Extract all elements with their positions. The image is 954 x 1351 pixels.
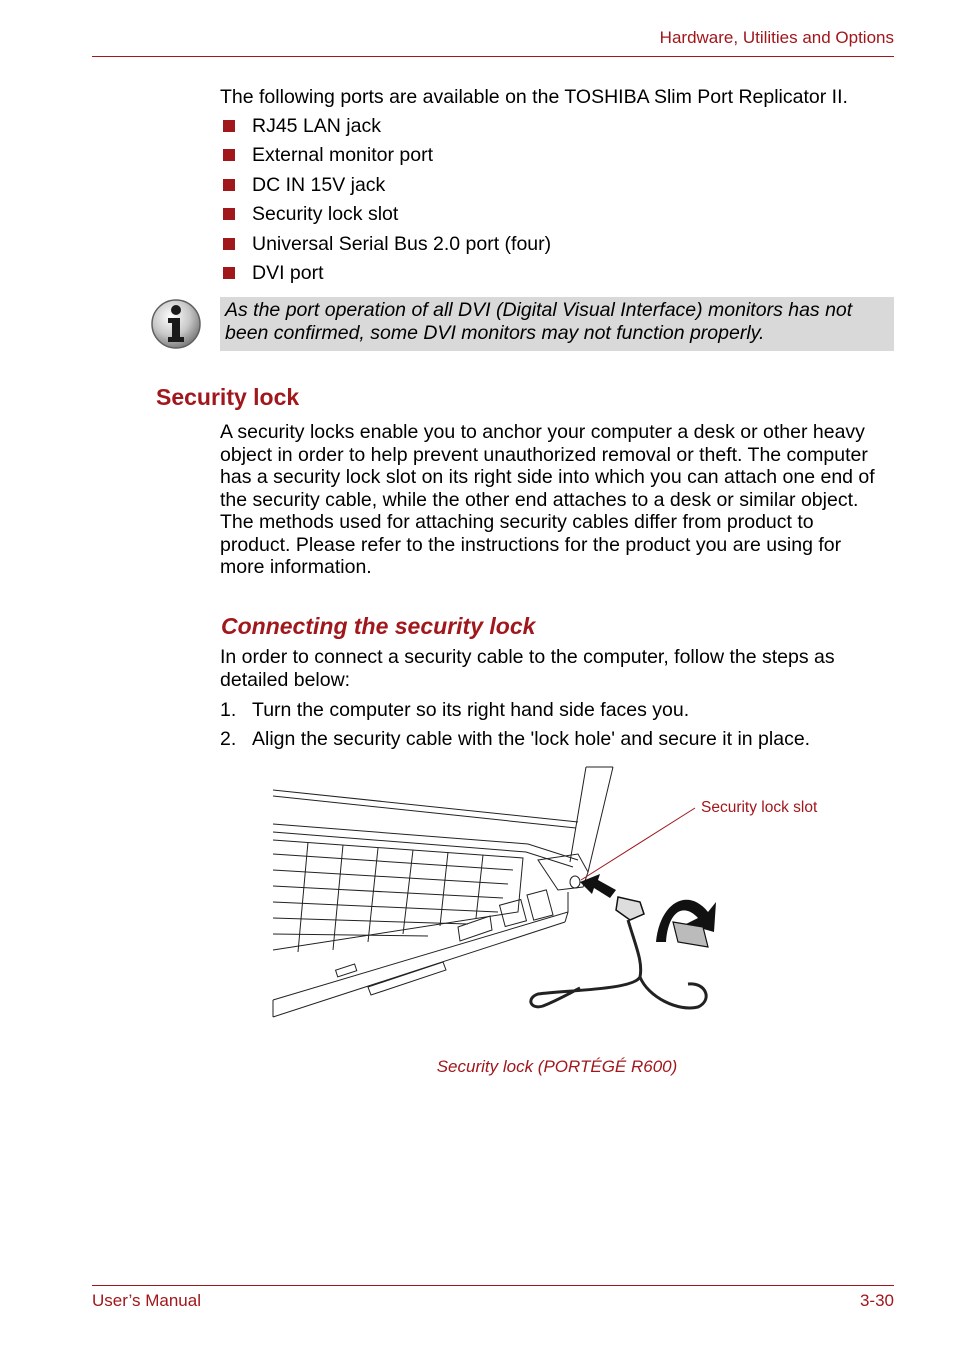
port-list bbox=[220, 115, 551, 291]
bullet-square-icon bbox=[223, 267, 235, 279]
bullet-square-icon bbox=[223, 179, 235, 191]
list-item: External monitor port bbox=[220, 144, 551, 173]
bullet-square-icon bbox=[223, 238, 235, 250]
figure-caption: Security lock (PORTÉGÉ R600) bbox=[436, 1057, 678, 1076]
footer-rule bbox=[92, 1285, 894, 1286]
list-item: Security lock slot bbox=[220, 203, 551, 232]
list-item: DVI port bbox=[220, 262, 551, 291]
steps-list bbox=[220, 699, 810, 758]
section-heading: Security lock bbox=[156, 384, 300, 410]
running-header: Hardware, Utilities and Options bbox=[659, 28, 894, 47]
page-number: 3-30 bbox=[859, 1291, 894, 1310]
list-item: 2. Align the security cable with the 'lock hole' and secure it in place. bbox=[220, 728, 811, 751]
intro-paragraph: The following ports are available on the TOSHIBA Slim Port Replicator II. bbox=[220, 86, 848, 108]
footer-title: User’s Manual bbox=[92, 1291, 201, 1310]
callout-label: Security lock slot bbox=[701, 799, 818, 816]
note-text: As the port operation of all DVI (Digital Visual Interface) monitors has not been confirmed, some DVI monitors may not function properly. bbox=[225, 299, 853, 344]
list-item: RJ45 LAN jack bbox=[220, 115, 551, 144]
list-item: DC IN 15V jack bbox=[220, 174, 551, 203]
subsection-heading: Connecting the security lock bbox=[221, 613, 536, 639]
list-item: 1. Turn the computer so its right hand side faces you. bbox=[220, 699, 690, 721]
header-rule bbox=[92, 56, 894, 57]
bullet-square-icon bbox=[223, 149, 235, 161]
bullet-square-icon bbox=[223, 208, 235, 220]
connecting-paragraph: In order to connect a security cable to the computer, follow the steps as detailed below: bbox=[220, 646, 835, 691]
list-item: Universal Serial Bus 2.0 port (four) bbox=[220, 233, 551, 262]
security-lock-paragraph: A security locks enable you to anchor your computer a desk or other heavy object in order to help prevent unauthorized removal or theft. The computer has a security lock slot on its right side into which you can attach one end of the security cable, while the other end attaches to a desk or similar object. The methods used for attaching security cables differ from product to product. Please refer to the instructions for the product you are using for more information. bbox=[220, 421, 875, 578]
info-icon bbox=[150, 298, 202, 350]
bullet-square-icon bbox=[223, 120, 235, 132]
